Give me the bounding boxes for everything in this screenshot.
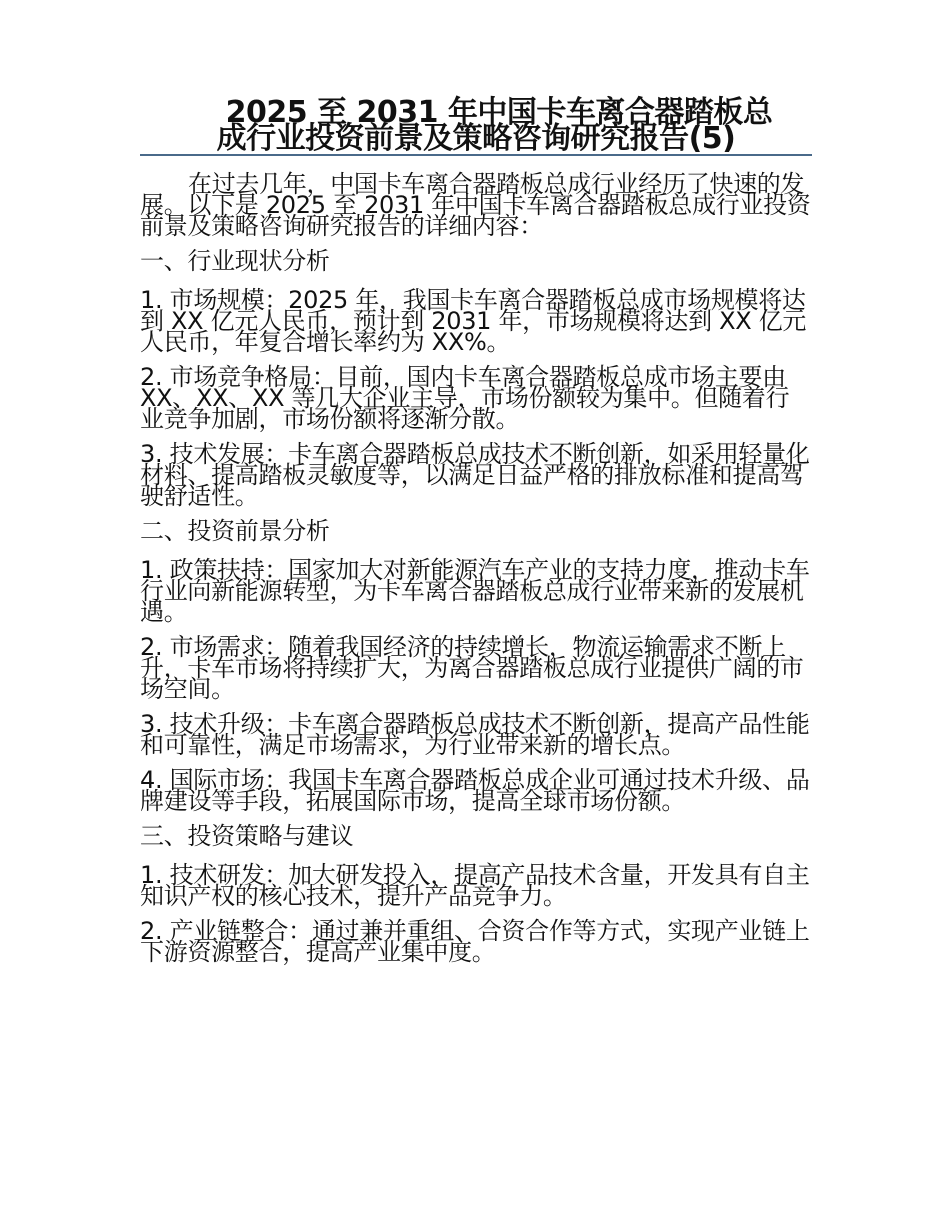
section-2-item-4: 4. 国际市场：我国卡车离合器踏板总成企业可通过技术升级、品牌建设等手段，拓展国际市场，提高全球市场份额。 [140, 766, 810, 815]
section-1-item-2: 2. 市场竞争格局：目前，国内卡车离合器踏板总成市场主要由 XX、XX、XX 等几大企业主导，市场份额较为集中。但随着行业竞争加剧，市场份额将逐渐分散。 [140, 363, 790, 433]
section-1-item-3: 3. 技术发展：卡车离合器踏板总成技术不断创新，如采用轻量化材料、提高踏板灵敏度等，以满足日益严格的排放标准和提高驾驶舒适性。 [140, 440, 810, 510]
section-1-item-1: 1. 市场规模：2025 年，我国卡车离合器踏板总成市场规模将达到 XX 亿元人民币，预计到 2031 年，市场规模将达到 XX 亿元人民币，年复合增长率约为 XX%。 [140, 286, 807, 356]
title-line-2: 成行业投资前景及策略咨询研究报告(5) [216, 121, 736, 156]
section-heading-3: 三、投资策略与建议 [140, 822, 354, 850]
section-3-item-1: 1. 技术研发：加大研发投入，提高产品技术含量，开发具有自主知识产权的核心技术，提升产品竞争力。 [140, 861, 810, 910]
document-body [140, 170, 812, 966]
section-2-item-3: 3. 技术升级：卡车离合器踏板总成技术不断创新，提高产品性能和可靠性，满足市场需求，为行业带来新的增长点。 [140, 710, 810, 759]
section-2-item-2: 2. 市场需求：随着我国经济的持续增长，物流运输需求不断上升，卡车市场将持续扩大，为离合器踏板总成行业提供广阔的市场空间。 [140, 633, 804, 703]
document-title [140, 95, 812, 156]
section-heading-2: 二、投资前景分析 [140, 517, 330, 545]
title-line-1: 2025 至 2031 年中国卡车离合器踏板总 [225, 95, 773, 130]
section-2-item-1: 1. 政策扶持：国家加大对新能源汽车产业的支持力度，推动卡车行业向新能源转型，为卡车离合器踏板总成行业带来新的发展机遇。 [140, 556, 810, 626]
document-page [140, 95, 812, 977]
section-heading-1: 一、行业现状分析 [140, 247, 330, 275]
section-3-item-2: 2. 产业链整合：通过兼并重组、合资合作等方式，实现产业链上下游资源整合，提高产业集中度。 [140, 917, 810, 966]
intro-paragraph: 在过去几年，中国卡车离合器踏板总成行业经历了快速的发展。以下是 2025 至 2031 年中国卡车离合器踏板总成行业投资前景及策略咨询研究报告的详细内容： [140, 170, 811, 240]
